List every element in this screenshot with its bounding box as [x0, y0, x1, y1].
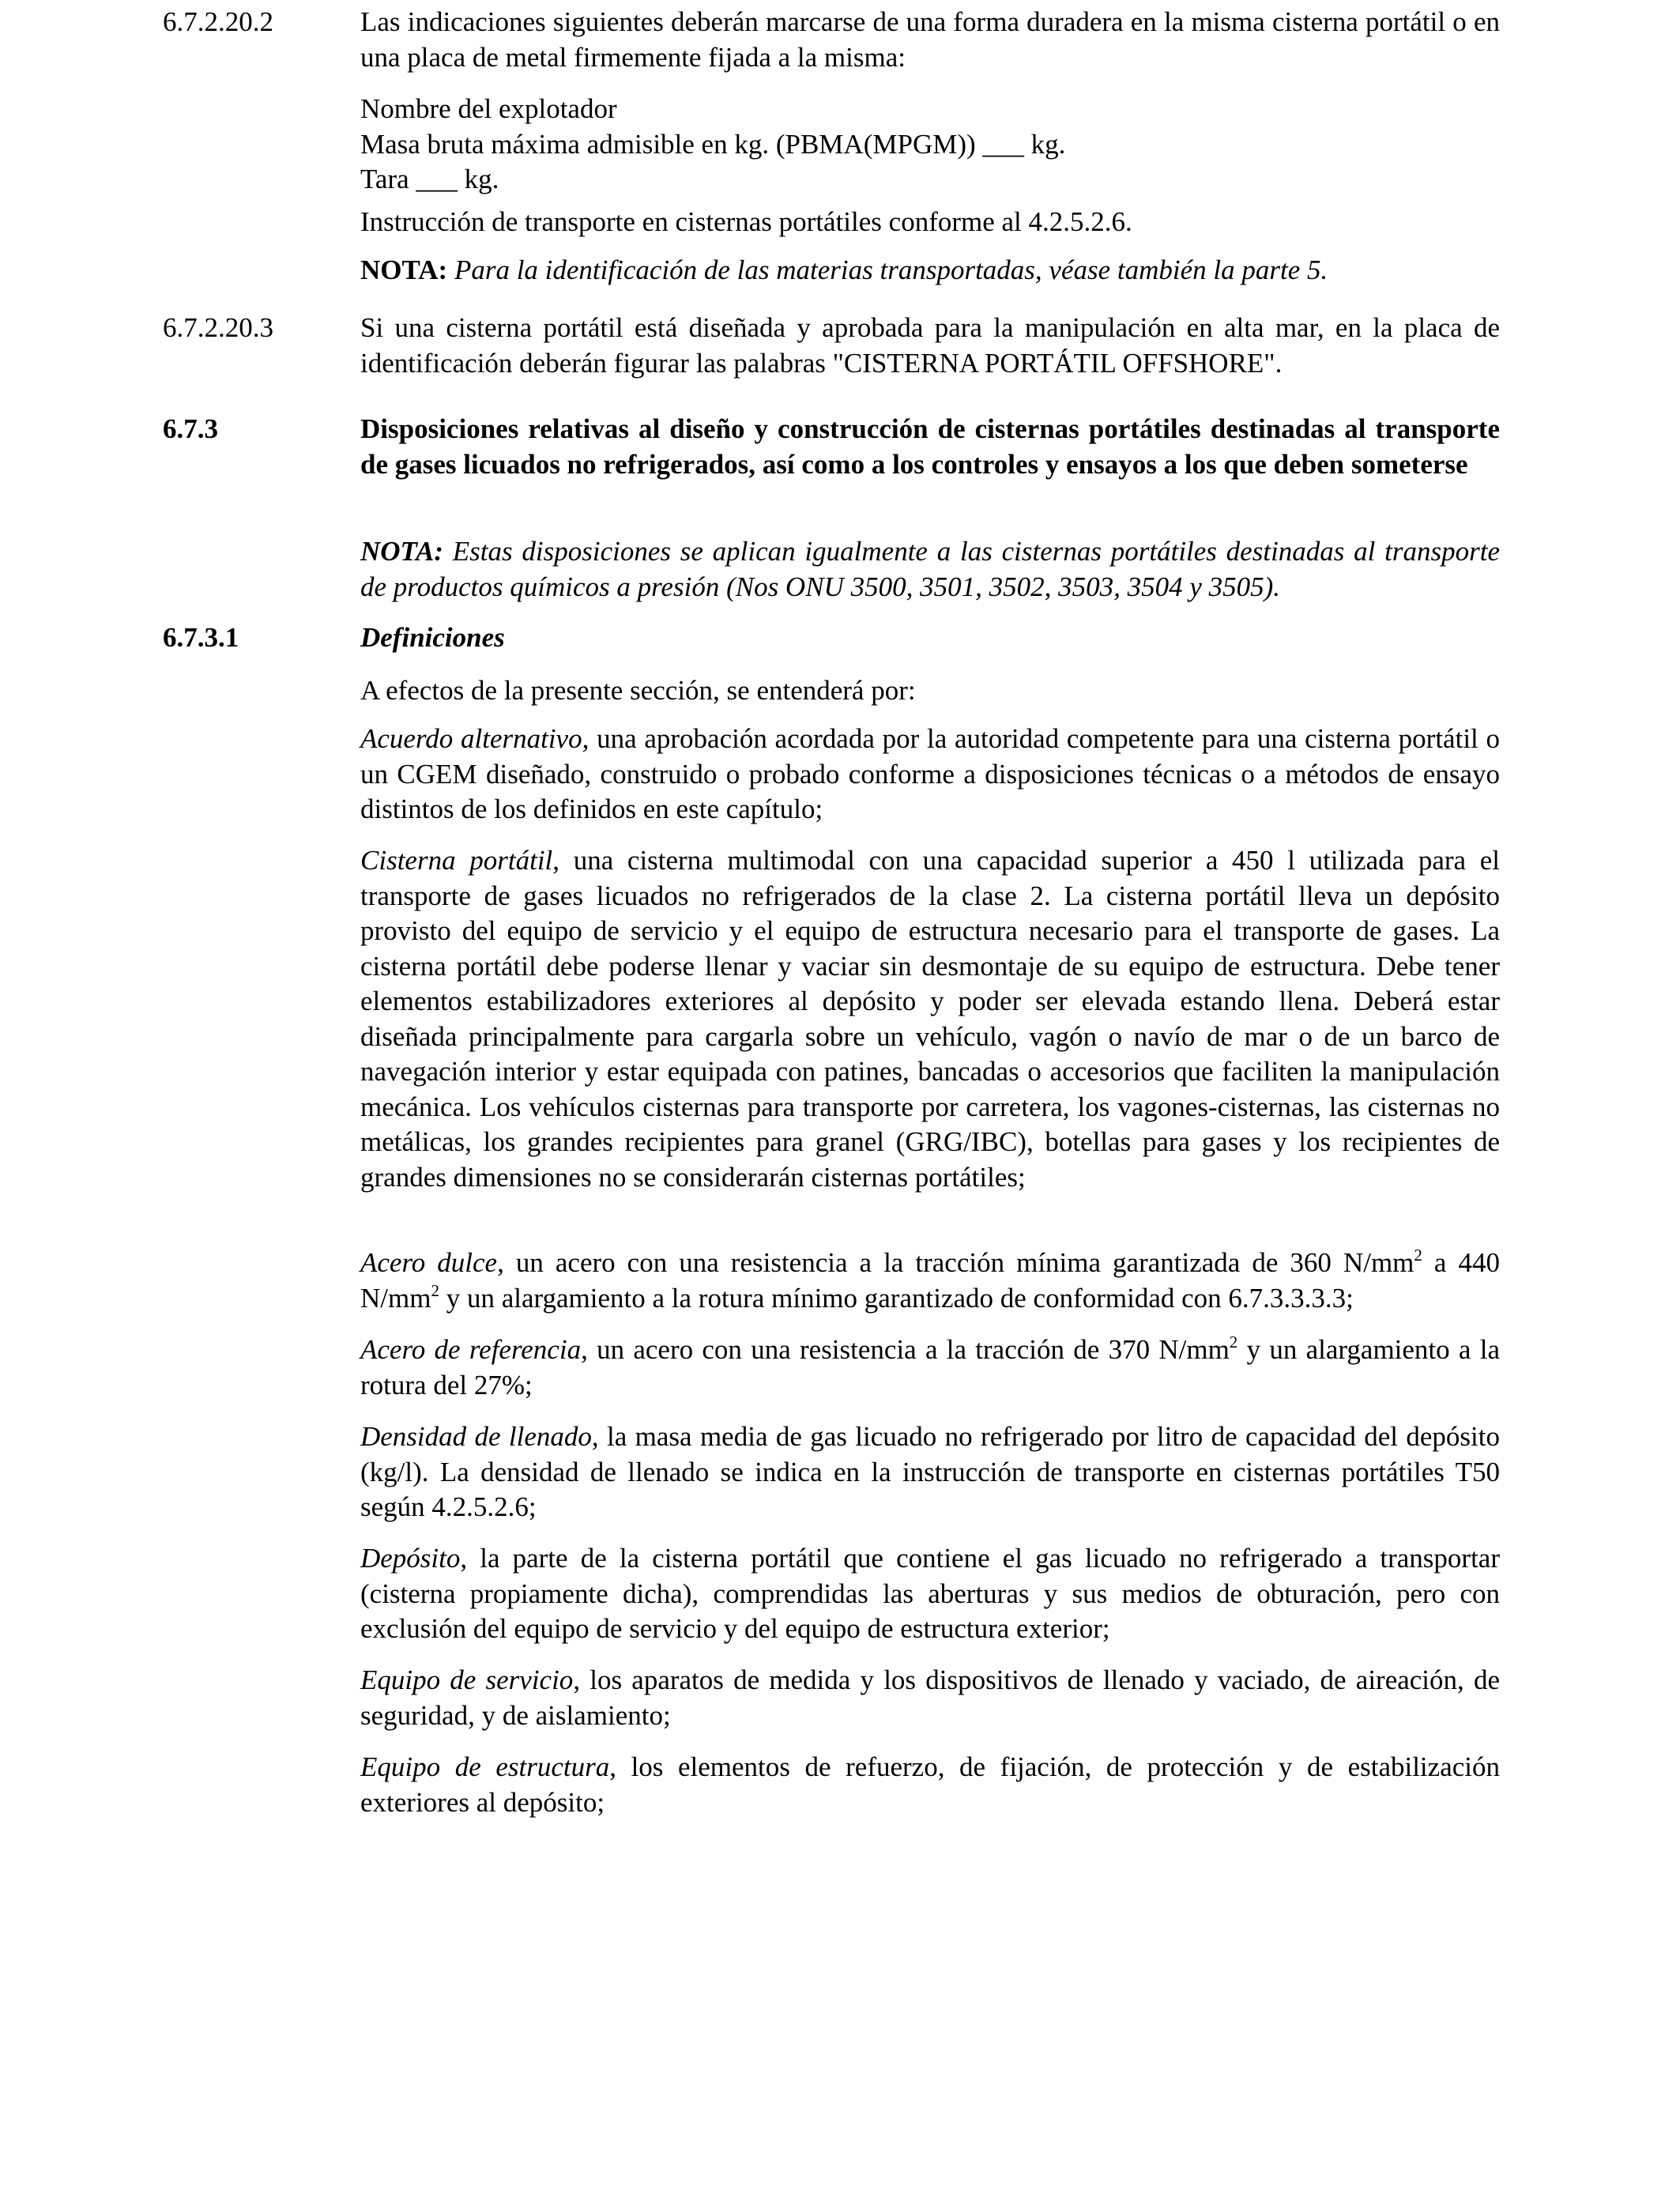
definition-cisterna-portatil [360, 843, 1500, 1195]
marking-operator-name: Nombre del explotador [360, 93, 617, 124]
note-label: NOTA: [360, 254, 448, 285]
definition-text: , los aparatos de medida y los dispositivos de llenado y vaciado, de aireación, de seguridad, y de aislamiento; [360, 1664, 1500, 1731]
definition-acuerdo-alternativo [360, 722, 1500, 827]
note-text: Para la identificación de las materias transportadas, véase también la parte 5. [454, 254, 1328, 285]
section-number-6-7-3: 6.7.3 [163, 413, 218, 444]
superscript: 2 [431, 1280, 439, 1300]
section-text-6-7-2-20-3: Si una cisterna portátil está diseñada y aprobada para la manipulación en alta mar, en la placa de identificación deberán figurar las palabras "CISTERNA PORTÁTIL OFFSHORE". [360, 312, 1500, 379]
section-number-6-7-2-20-2: 6.7.2.20.2 [163, 6, 273, 37]
note-chemicals-under-pressure [360, 534, 1500, 605]
transport-instruction: Instrucción de transporte en cisternas portátiles conforme al 4.2.5.2.6. [360, 206, 1132, 237]
marking-list [360, 92, 1500, 198]
definition-text: , un acero con una resistencia a la tracción mínima garantizada de 360 N/mm [497, 1247, 1414, 1278]
marking-max-gross-mass: Masa bruta máxima admisible en kg. (PBMA(MPGM)) ___ kg. [360, 128, 1066, 160]
definition-term: Acero de referencia [360, 1334, 582, 1365]
definition-equipo-de-servicio [360, 1663, 1500, 1733]
note-identification [360, 253, 1500, 288]
note-label: NOTA: [360, 536, 443, 567]
definition-acero-de-referencia [360, 1333, 1500, 1403]
section-title-6-7-3: Disposiciones relativas al diseño y construcción de cisternas portátiles destinadas al transporte de gases licuados no refrigerados, así como a los controles y ensayos a los que deben someterse [360, 413, 1500, 480]
definition-term: Equipo de servicio [360, 1664, 574, 1695]
definition-text: una aprobación acordada por la autoridad competente para una cisterna portátil o un CGEM diseñado, construido o probado conforme a disposiciones técnicas o a métodos de ensayo distintos de los definidos en este capítulo; [360, 723, 1500, 824]
section-number-6-7-2-20-3: 6.7.2.20.3 [163, 312, 273, 343]
definition-text: , la masa media de gas licuado no refrigerado por litro de capacidad del depósito (kg/l). La densidad de llenado se indica en la instrucción de transporte en cisternas portátiles T50 según 4.2.5.2.6; [360, 1421, 1500, 1522]
definition-text: , una cisterna multimodal con una capacidad superior a 450 l utilizada para el transporte de gases licuados no refrigerados de la clase 2. La cisterna portátil lleva un depósito provisto del equipo de servicio y el equipo de estructura necesario para el transporte de gases. La cisterna portátil debe poderse llenar y vaciar sin desmontaje de su equipo de estructura. Debe tener elementos estabilizadores exteriores al depósito y poder ser elevada estando llena. Deberá estar diseñada principalmente para cargarla sobre un vehículo, vagón o navío de mar o de un barco de navegación interior y estar equipada con patines, bancadas o accesorios que faciliten la manipulación mecánica. Los vehículos cisternas para transporte por carretera, los vagones-cisternas, las cisternas no metálicas, los grandes recipientes para granel (GRG/IBC), botellas para gases y los recipientes de grandes dimensiones no se considerarán cisternas portátiles; [360, 845, 1500, 1193]
definition-text: y un alargamiento a la rotura mínimo garantizado de conformidad con 6.7.3.3.3.3; [439, 1282, 1354, 1314]
definition-text: , un acero con una resistencia a la tracción de 370 N/mm [581, 1334, 1230, 1365]
section-title-6-7-3-1: Definiciones [360, 622, 505, 653]
note-text: Estas disposiciones se aplican igualmente a las cisternas portátiles destinadas al transporte de productos químicos a presión (Nos ONU 3500, 3501, 3502, 3503, 3504 y 3505). [360, 536, 1501, 602]
definition-acero-dulce [360, 1246, 1500, 1316]
definition-term: Acero dulce [360, 1247, 498, 1278]
section-number-6-7-3-1: 6.7.3.1 [163, 622, 239, 653]
definition-term: Cisterna portátil [360, 845, 553, 876]
definition-term: Depósito [360, 1543, 461, 1574]
superscript: 2 [1229, 1333, 1238, 1351]
section-text-6-7-2-20-2: Las indicaciones siguientes deberán marcarse de una forma duradera en la misma cisterna portátil o en una placa de metal firmemente fijada a la misma: [360, 6, 1500, 73]
definitions-intro: A efectos de la presente sección, se entenderá por: [360, 675, 916, 706]
definition-text: a 440 N/mm [360, 1247, 1500, 1314]
marking-tare: Tara ___ kg. [360, 164, 499, 194]
superscript: 2 [1414, 1246, 1422, 1265]
definition-densidad-de-llenado [360, 1419, 1500, 1525]
definition-term: Densidad de llenado [360, 1421, 592, 1452]
definition-term: Acuerdo alternativo, [360, 723, 590, 754]
definition-text: , los elementos de refuerzo, de fijación, de protección y de estabilización exteriores al depósito; [360, 1751, 1500, 1818]
definition-deposito [360, 1541, 1500, 1647]
definition-equipo-de-estructura [360, 1750, 1500, 1820]
definition-text: , la parte de la cisterna portátil que contiene el gas licuado no refrigerado a transportar (cisterna propiamente dicha), comprendidas las aberturas y sus medios de obturación, pero con exclusión del equipo de servicio y del equipo de estructura exterior; [360, 1543, 1500, 1644]
definition-term: Equipo de estructura [360, 1751, 610, 1782]
definition-text: y un alargamiento a la rotura del 27%; [360, 1334, 1500, 1400]
